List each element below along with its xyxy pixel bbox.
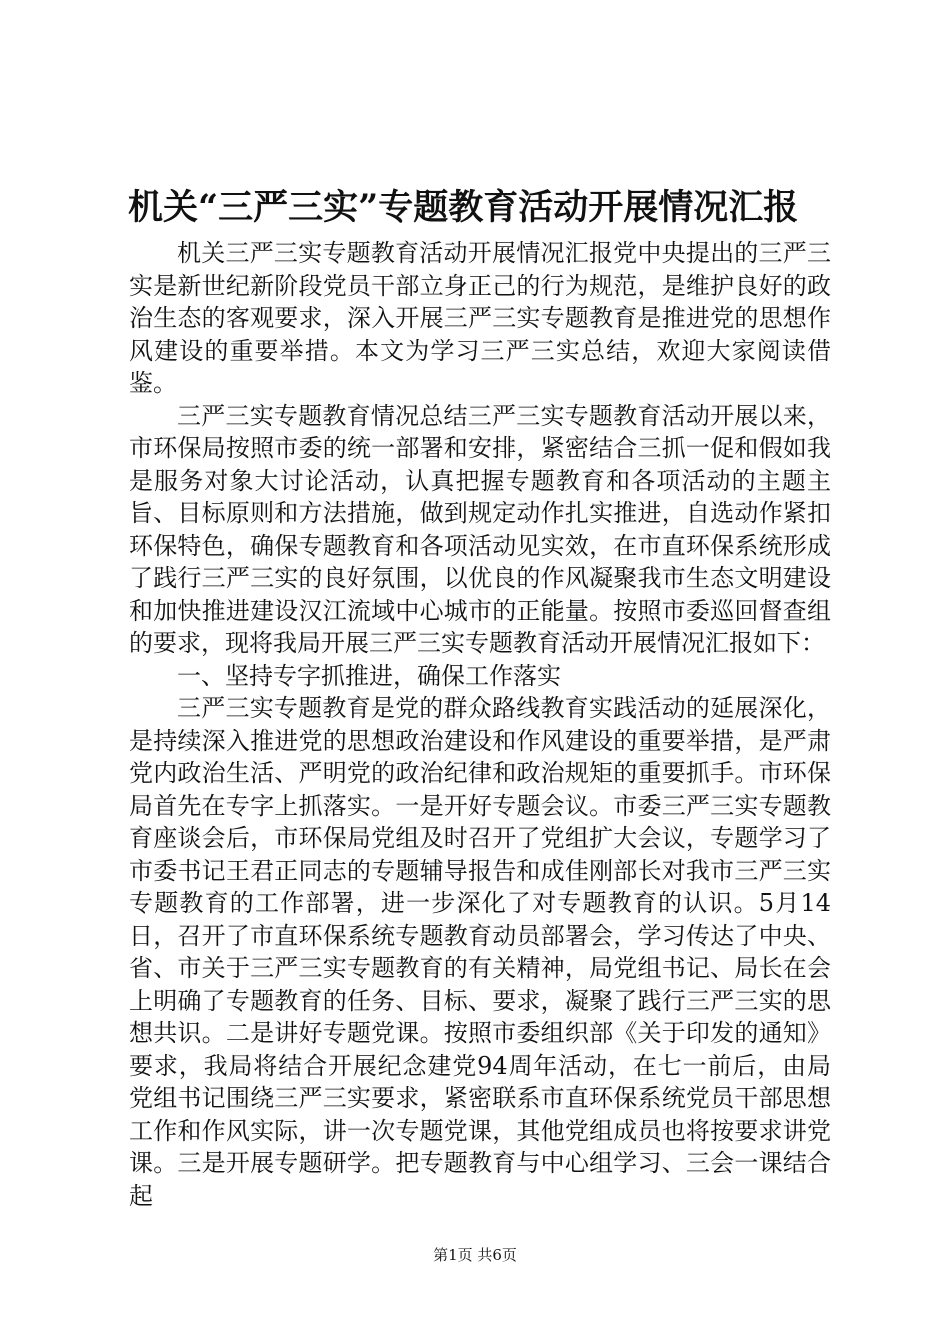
document-title: 机关“三严三实”专题教育活动开展情况汇报: [128, 187, 799, 228]
paragraph-summary: 三严三实专题教育情况总结三严三实专题教育活动开展以来，市环保局按照市委的统一部署和安排，紧密结合三抓一促和假如我是服务对象大讨论活动，认真把握专题教育和各项活动的主题主旨、目标原则和方法措施，做到规定动作扎实推进，自选动作紧扣环保特色，确保专题教育和各项活动见实效，在市直环保系统形成了践行三严三实的良好氛围，以优良的作风凝聚我市生态文明建设和加快推进建设汉江流域中心城市的正能量。按照市委巡回督查组的要求，现将我局开展三严三实专题教育活动开展情况汇报如下：: [129, 401, 831, 657]
paragraph-intro: 机关三严三实专题教育活动开展情况汇报党中央提出的三严三实是新世纪新阶段党员干部立身正己的行为规范，是维护良好的政治生态的客观要求，深入开展三严三实专题教育是推进党的思想作风建设的重要举措。本文为学习三严三实总结，欢迎大家阅读借鉴。: [129, 239, 831, 397]
section-heading-1: 一、坚持专字抓推进，确保工作落实: [177, 661, 561, 690]
paragraph-section-1: 三严三实专题教育是党的群众路线教育实践活动的延展深化，是持续深入推进党的思想政治建设和作风建设的重要举措，是严肃党内政治生活、严明党的政治纪律和政治规矩的重要抓手。市环保局首先在专字上抓落实。一是开好专题会议。市委三严三实专题教育座谈会后，市环保局党组及时召开了党组扩大会议，专题学习了市委书记王君正同志的专题辅导报告和成佳刚部长对我市三严三实专题教育的工作部署，进一步深化了对专题教育的认识。5月14日，召开了市直环保系统专题教育动员部署会，学习传达了中央、省、市关于三严三实专题教育的有关精神，局党组书记、局长在会上明确了专题教育的任务、目标、要求，凝聚了践行三严三实的思想共识。二是讲好专题党课。按照市委组织部《关于印发的通知》要求，我局将结合开展纪念建党94周年活动，在七一前后，由局党组书记围绕三严三实要求，紧密联系市直环保系统党员干部思想工作和作风实际，讲一次专题党课，其他党组成员也将按要求讲党课。三是开展专题研学。把专题教育与中心组学习、三会一课结合起: [129, 694, 831, 1210]
page-number-footer: 第1页 共6页: [433, 1246, 517, 1264]
document-body: [129, 237, 831, 1212]
